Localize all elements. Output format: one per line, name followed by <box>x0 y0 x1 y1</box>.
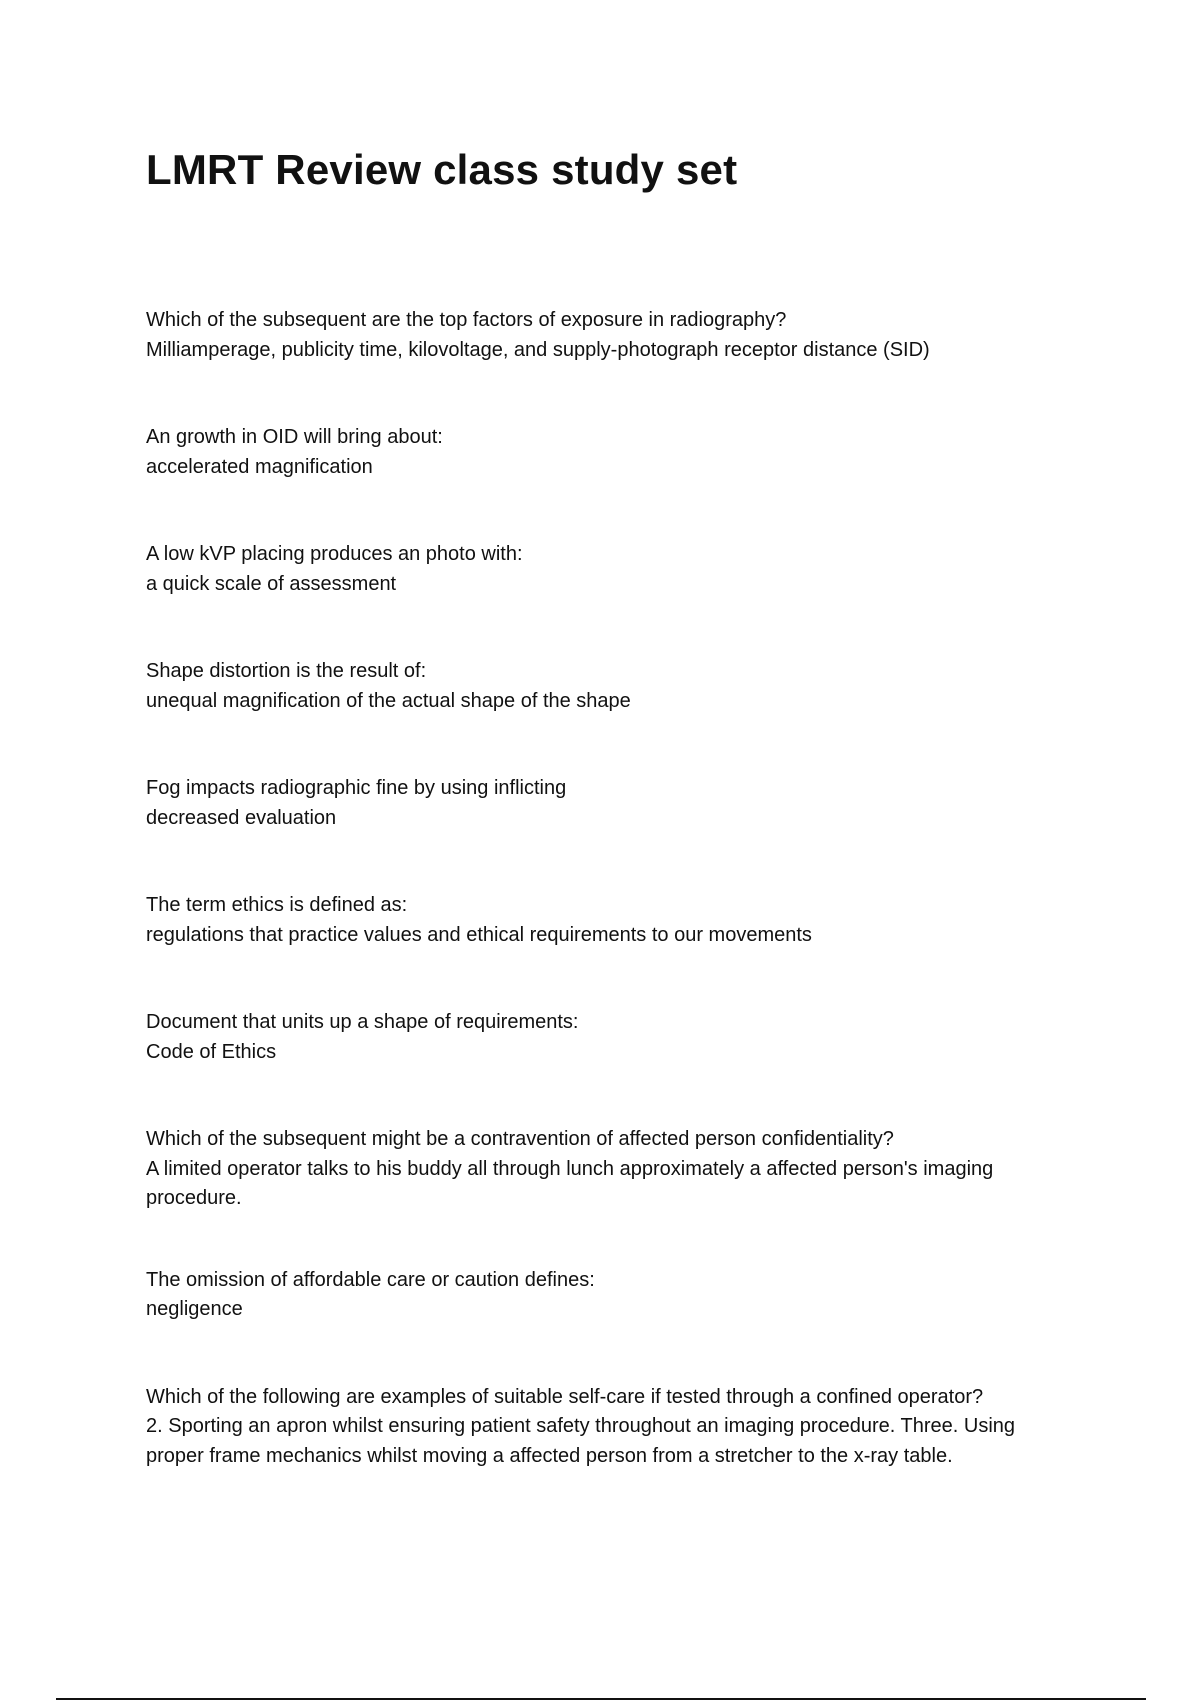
question-text: Shape distortion is the result of: <box>146 660 427 682</box>
question-text: A low kVP placing produces an photo with: <box>146 543 523 565</box>
question-text: Which of the following are examples of suitable self-care if tested through a confined operator? <box>146 1385 984 1408</box>
qa-item <box>146 1008 1066 1067</box>
answer-text: Code of Ethics <box>146 1040 277 1063</box>
answer-text: a quick scale of assessment <box>146 572 397 595</box>
answer-text: unequal magnification of the actual shape of the shape <box>146 689 631 712</box>
question-text: The term ethics is defined as: <box>146 894 408 916</box>
answer-text: decreased evaluation <box>146 806 337 829</box>
answer-text: 2. Sporting an apron whilst ensuring patient safety throughout an imaging procedure. Three. Using proper frame mechanics whilst moving a affected person from a stretcher to the x-ray table. <box>146 1415 1016 1467</box>
question-text: An growth in OID will bring about: <box>146 426 443 448</box>
page-title: LMRT Review class study set <box>146 146 738 193</box>
answer-text: accelerated magnification <box>146 455 373 478</box>
answer-text: regulations that practice values and ethical requirements to our movements <box>146 923 812 946</box>
qa-item <box>146 657 1066 716</box>
qa-item <box>146 774 1066 833</box>
qa-item <box>146 1266 1066 1325</box>
question-text: Fog impacts radiographic fine by using inflicting <box>146 777 567 799</box>
answer-text: negligence <box>146 1298 243 1320</box>
answer-text: A limited operator talks to his buddy all through lunch approximately a affected person's imaging procedure. <box>146 1157 994 1209</box>
qa-item <box>146 540 1066 599</box>
answer-text: Milliamperage, publicity time, kilovoltage, and supply-photograph receptor distance (SID) <box>146 338 930 361</box>
question-text: Document that units up a shape of requirements: <box>146 1011 579 1033</box>
qa-item <box>146 306 1066 365</box>
qa-item <box>146 423 1066 482</box>
qa-item <box>146 1125 1066 1214</box>
question-text: Which of the subsequent are the top factors of exposure in radiography? <box>146 309 787 331</box>
qa-item <box>146 891 1066 950</box>
qa-item <box>146 1383 1066 1472</box>
question-text: Which of the subsequent might be a contravention of affected person confidentiality? <box>146 1128 894 1150</box>
qa-list <box>146 306 1066 1529</box>
question-text: The omission of affordable care or caution defines: <box>146 1268 595 1291</box>
